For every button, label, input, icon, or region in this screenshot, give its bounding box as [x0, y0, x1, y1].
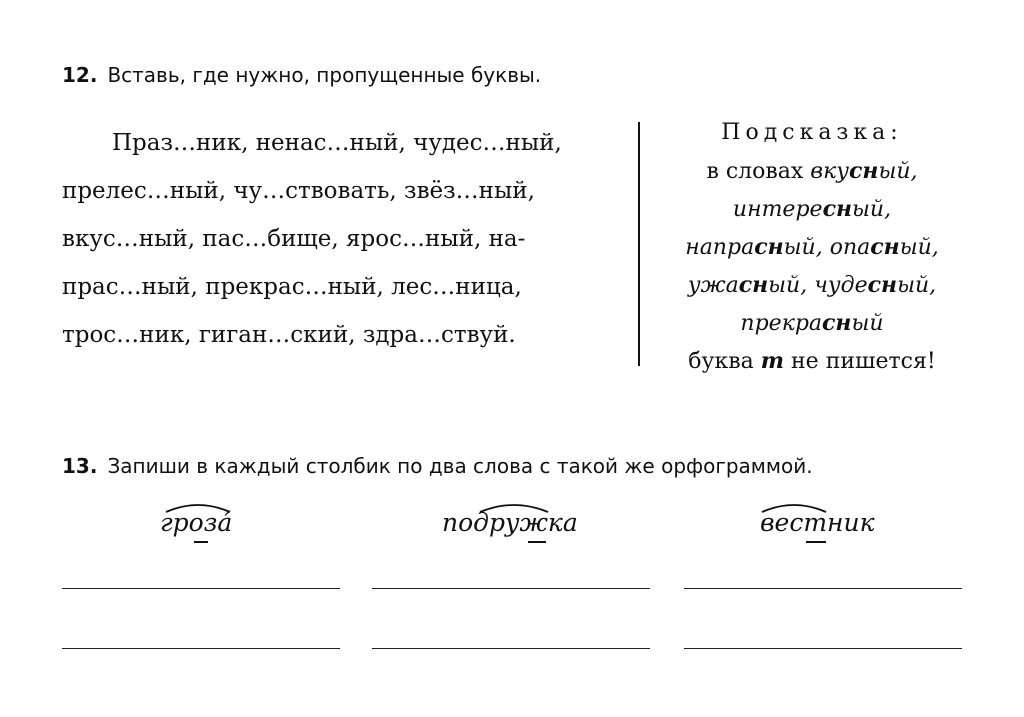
hint-word: ужасный,	[687, 272, 808, 298]
answer-line-col1-row2[interactable]	[62, 648, 340, 649]
answer-line-col3-row2[interactable]	[684, 648, 962, 649]
hint-word: напрасный,	[685, 234, 823, 260]
hint-line	[656, 270, 968, 301]
hint-word: вкусный,	[810, 158, 918, 184]
exercise-line: прас…ный, прекрас…ный, лес…ница,	[62, 274, 522, 300]
answer-line-col2-row2[interactable]	[372, 648, 650, 649]
hint-last-prefix: буква	[688, 349, 754, 374]
sample-word-vestnik	[760, 500, 890, 550]
hint-divider	[638, 122, 640, 366]
task-12-instruction: Вставь, где нужно, пропущенные буквы.	[107, 63, 542, 87]
answer-line-col1-row1[interactable]	[62, 588, 340, 589]
hint-title: Подсказка:	[721, 120, 903, 145]
sample-word-groza	[160, 500, 250, 550]
exercise-line: Праз…ник, ненас…ный, чудес…ный,	[112, 130, 562, 156]
hint-prefix: в словах	[706, 159, 804, 184]
exercise-line: трос…ник, гиган…ский, здра…ствуй.	[62, 322, 516, 348]
task-12-number: 12.	[62, 63, 98, 87]
exercise-line: прелес…ный, чу…ствовать, звёз…ный,	[62, 178, 535, 204]
hint-line	[656, 346, 968, 377]
hint-line	[656, 232, 968, 263]
hint-letter: т	[760, 348, 785, 374]
answer-line-col3-row1[interactable]	[684, 588, 962, 589]
hint-word: прекрасный	[740, 310, 884, 336]
task-13-instruction: Запиши в каждый столбик по два слова с такой же орфограммой.	[107, 454, 813, 478]
exercise-line: вкус…ный, пас…бище, ярос…ный, на-	[62, 226, 526, 252]
answer-line-col2-row1[interactable]	[372, 588, 650, 589]
sample-word-podruzhka	[442, 500, 592, 550]
hint-line	[656, 308, 968, 339]
hint-word: чудесный,	[814, 272, 937, 298]
hint-line	[656, 156, 968, 187]
task-12-title	[62, 63, 541, 87]
sample-word: вестник	[760, 508, 875, 537]
task-13-title	[62, 454, 813, 478]
sample-word: гроза́	[160, 508, 233, 537]
sample-word: подружка	[442, 508, 578, 537]
hint-last-suffix: не пишется!	[791, 349, 936, 374]
hint-word: опасный,	[829, 234, 939, 260]
task-13-number: 13.	[62, 454, 98, 478]
hint-line	[656, 194, 968, 225]
hint-word: интересный,	[732, 196, 892, 222]
